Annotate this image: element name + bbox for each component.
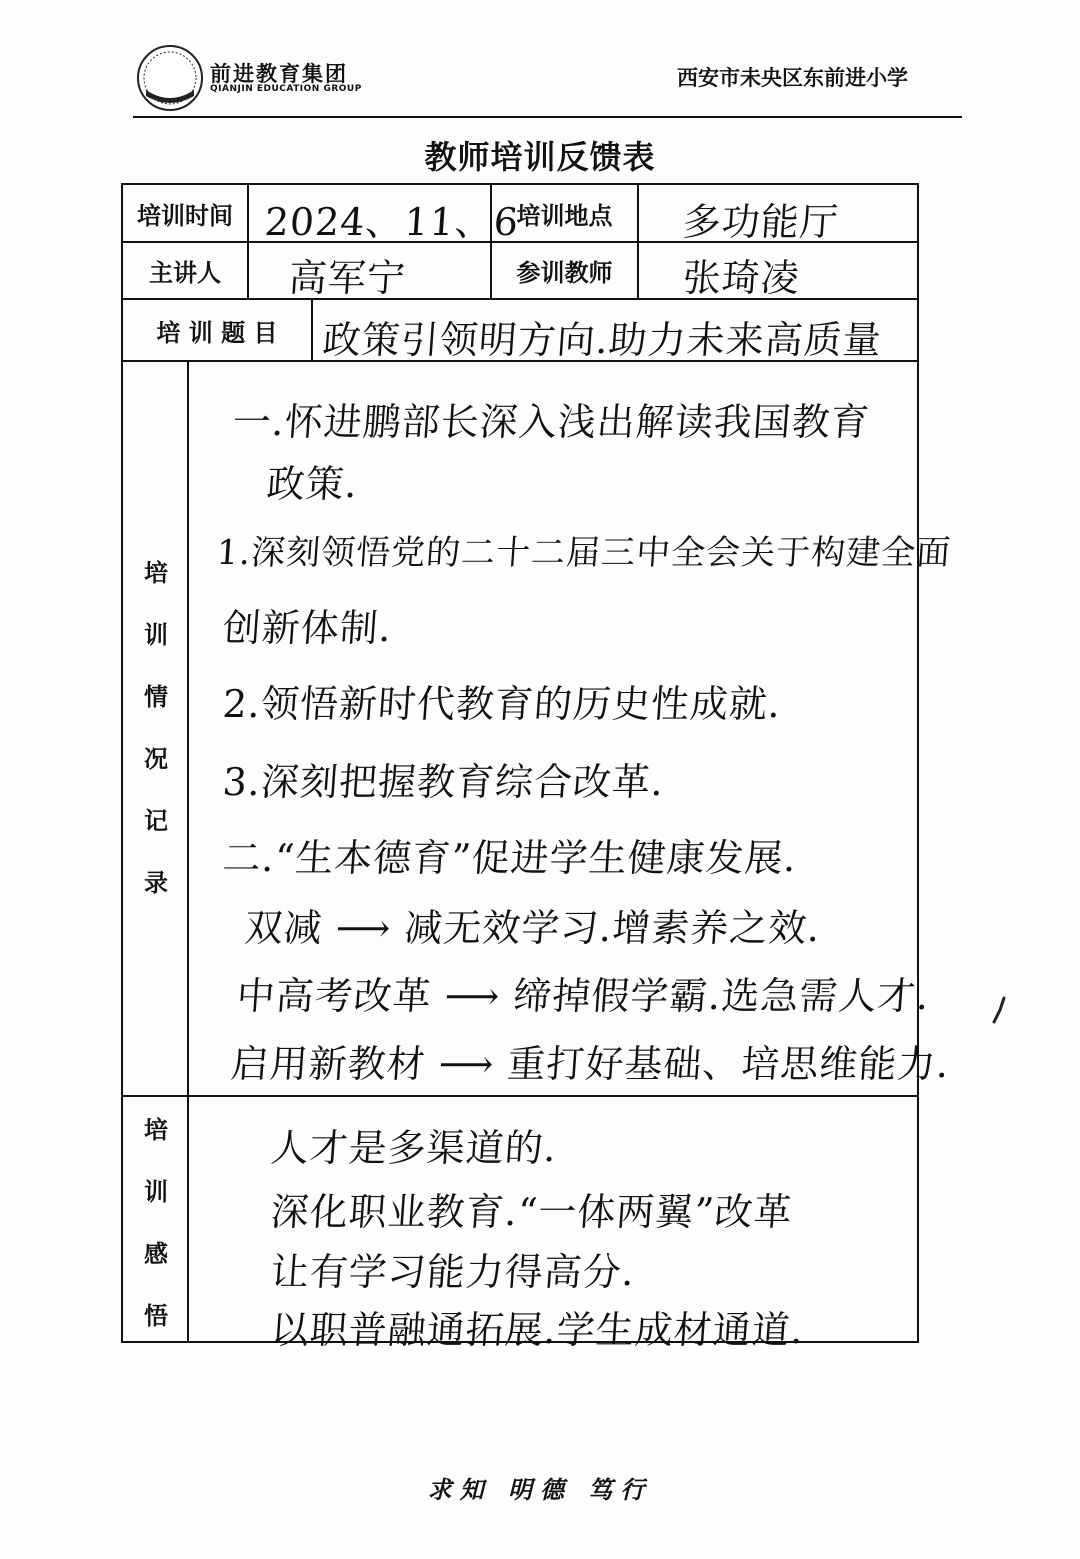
participant-value: 张琦凌 [681,256,802,300]
reflection-line: 人才是多渠道的. [269,1126,559,1170]
document-title: 教师培训反馈表 [424,138,656,176]
record-line: 启用新教材 ⟶ 重打好基础、培思维能力. [229,1042,952,1086]
training-place-label: 培训地点 [516,201,613,230]
reflection-label-char: 培 [144,1116,168,1144]
school-motto: 求知 明德 笃行 [427,1475,653,1504]
record-label-char: 培 [144,559,168,587]
col-divider [637,185,639,298]
record-label-char: 况 [144,745,168,773]
org-name-cn: 前进教育集团 [210,61,348,86]
reflection-label-char: 感 [144,1240,168,1268]
reflection-line: 让有学习能力得高分. [269,1250,637,1294]
record-line: 中高考改革 ⟶ 缔掉假学霸.选急需人才. [235,974,932,1018]
record-label-char: 情 [144,683,168,711]
training-place-value: 多功能厅 [681,200,841,244]
reflection-line: 深化职业教育.“一体两翼”改革 [269,1190,795,1234]
record-line: 一.怀进鹏部长深入浅出解读我国教育 [231,400,872,444]
reflection-label-char: 训 [144,1178,168,1206]
speaker-value: 高军宁 [287,256,408,300]
record-line: 创新体制. [221,606,394,650]
record-line: 2.领悟新时代教育的历史性成就. [221,682,783,726]
feedback-form [121,183,953,1352]
reflection-label-char: 悟 [144,1302,168,1330]
reflection-label [123,1099,189,1347]
col-divider [247,185,249,298]
school-name: 西安市未央区东前进小学 [677,66,908,90]
training-topic-value: 政策引领明方向.助力未来高质量 [321,318,884,362]
record-label-char: 录 [144,869,168,897]
training-time-value: 2024、11、6 [263,200,521,244]
record-line: 1.深刻领悟党的二十二届三中全会关于构建全面 [215,533,953,573]
col-divider [311,298,313,360]
header-divider [133,116,962,118]
record-line: 二.“生本德育”促进学生健康发展. [221,836,799,880]
record-line: 政策. [265,462,360,506]
record-line: 双减 ⟶ 减无效学习.增素养之效. [243,906,823,950]
row-divider [123,1095,919,1097]
record-line: 3.深刻把握教育综合改革. [221,760,666,804]
participant-label: 参训教师 [516,259,613,287]
speaker-label: 主讲人 [149,259,221,287]
pen-stroke-mark-icon [990,996,1010,1026]
record-label [123,542,189,914]
org-name-en: QIANJIN EDUCATION GROUP [210,84,362,94]
school-logo-icon [136,44,204,112]
reflection-line: 以职普融通拓展.学生成材通道. [269,1308,806,1352]
training-topic-label: 培 训 题 目 [156,318,278,347]
record-label-char: 记 [144,807,168,835]
record-label-char: 训 [144,621,168,649]
training-time-label: 培训时间 [137,201,233,230]
